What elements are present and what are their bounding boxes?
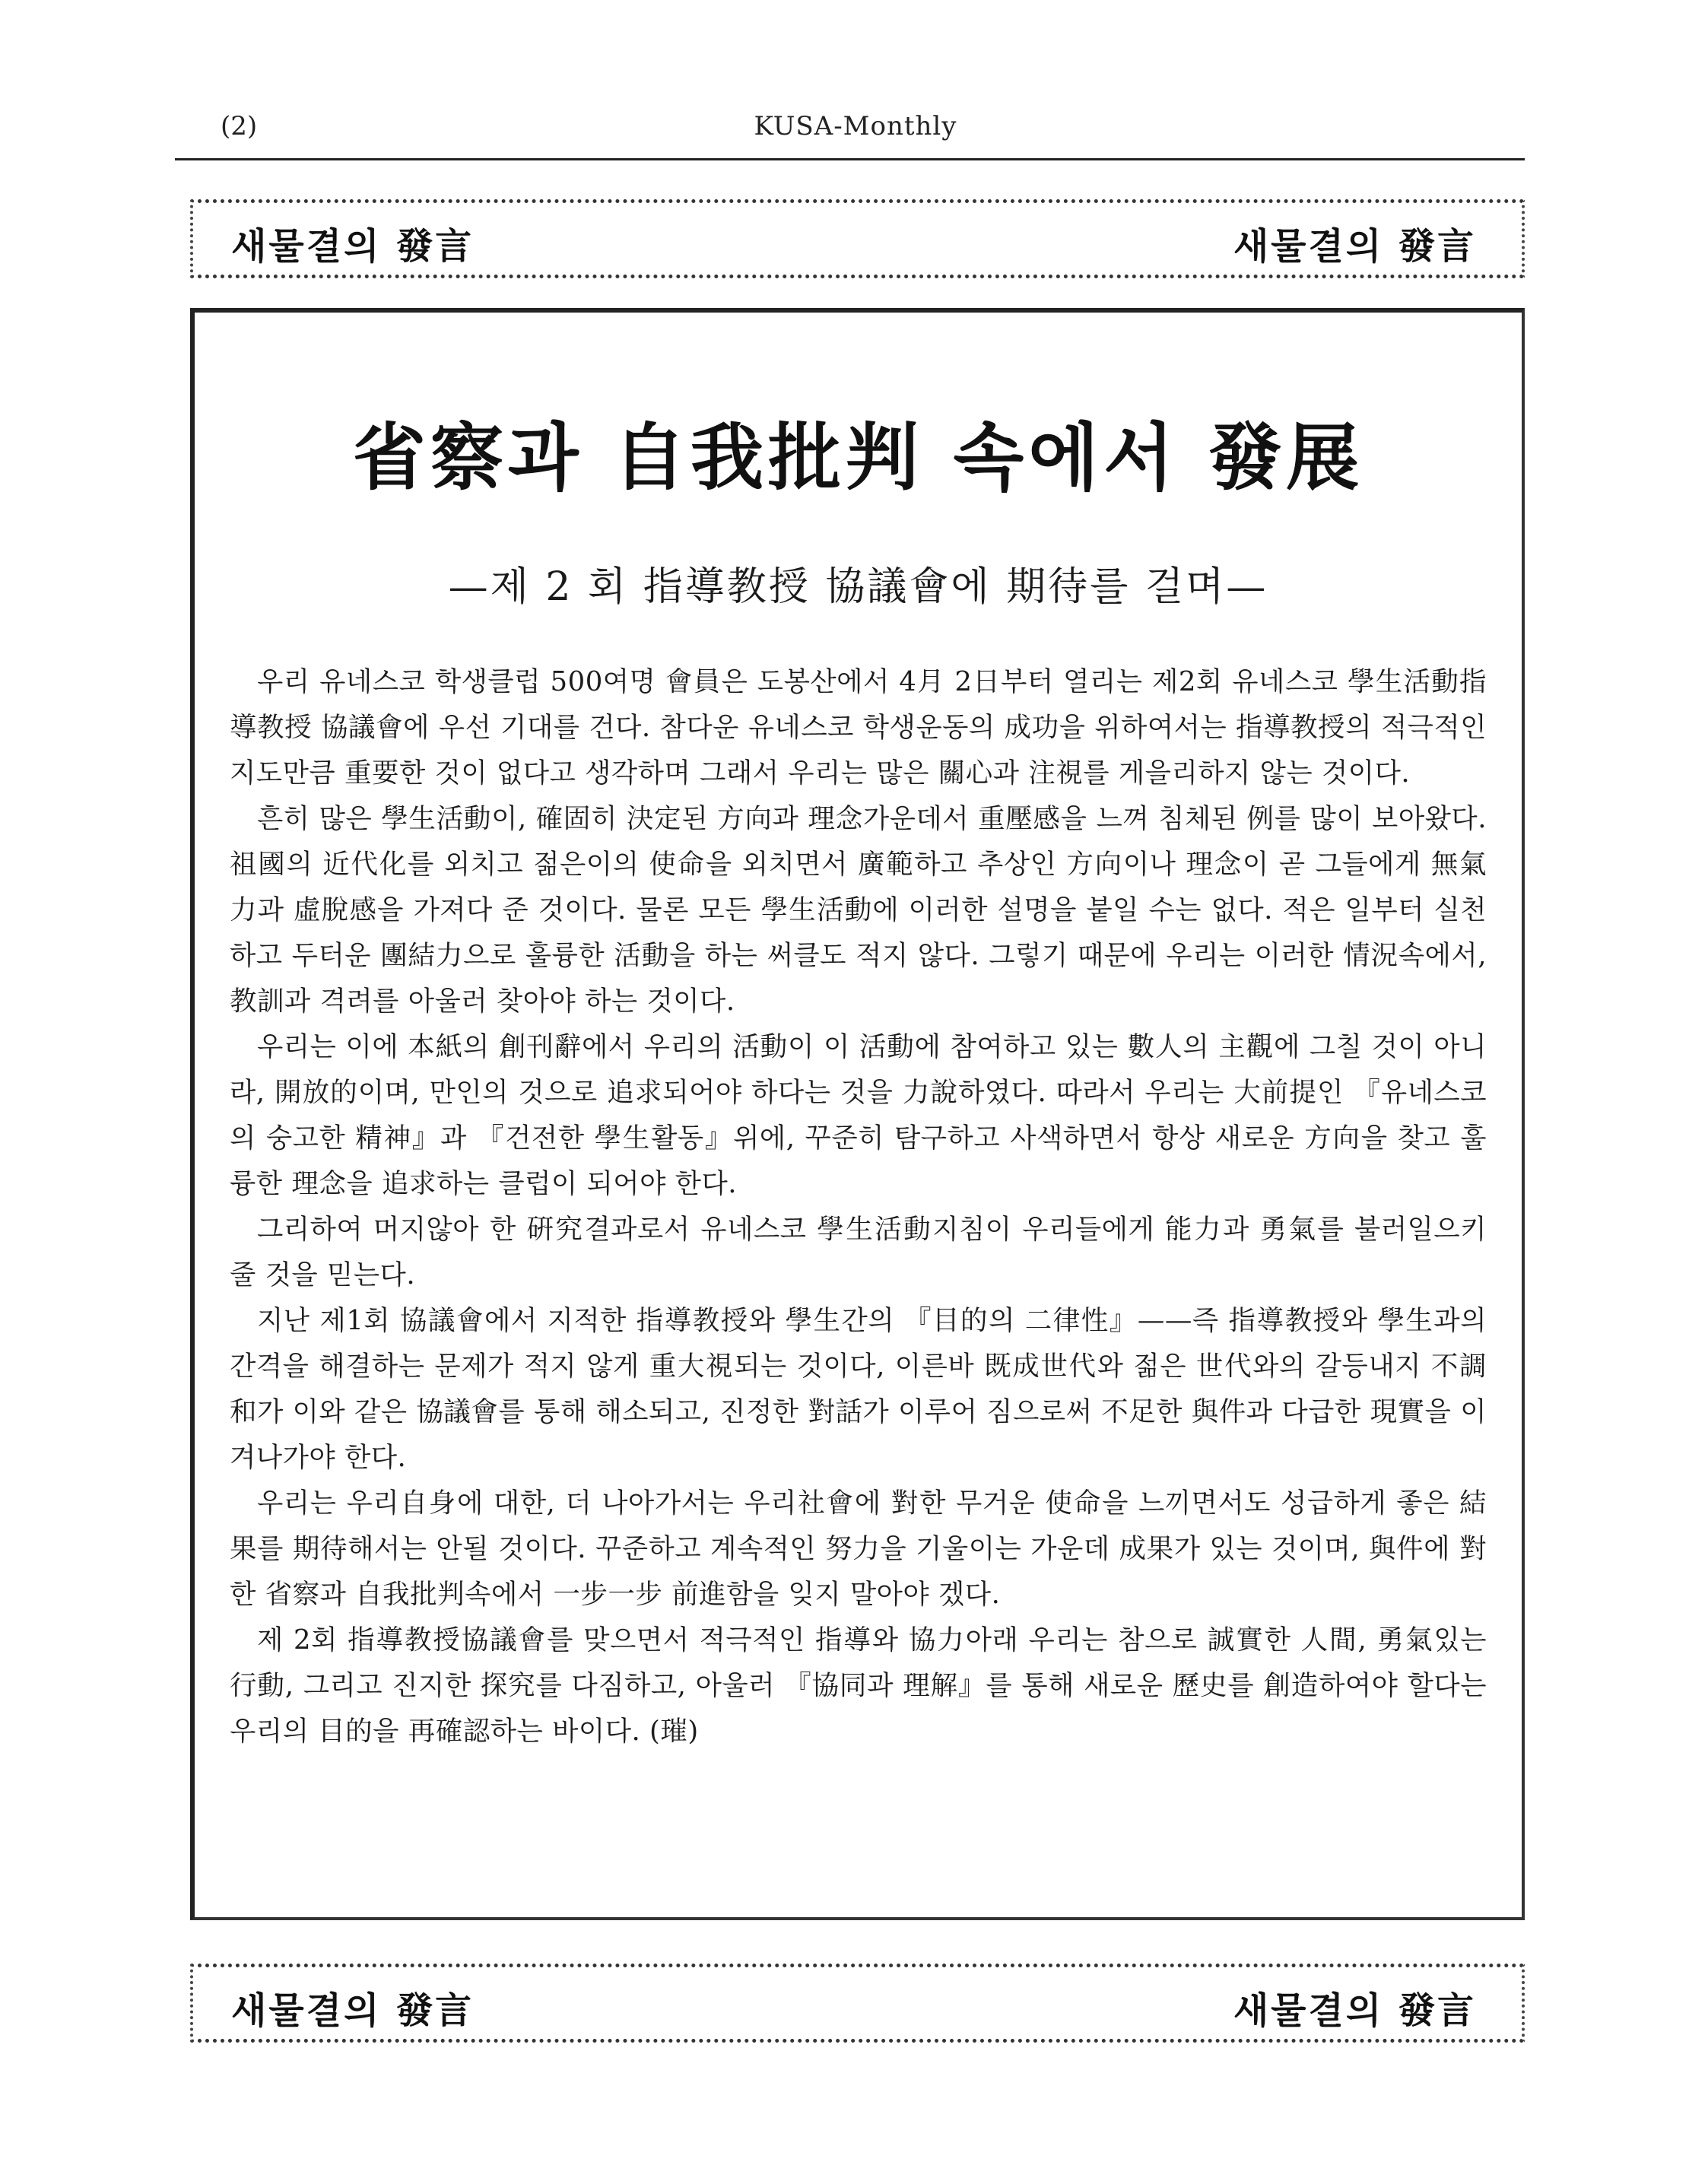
article-paragraph: 우리는 이에 本紙의 創刊辭에서 우리의 活動이 이 活動에 참여하고 있는 數人의 主觀에 그칠 것이 아니라, 開放的이며, 만인의 것으로 追求되어야 하다는 것을 力說하였다. 따라서 우리는 大前提인 『유네스코의 숭고한 精神』과 『건전한 學生활동』위에, 꾸준히 탐구하고 사색하면서 항상 새로운 方向을 찾고 훌륭한 理念을 追求하는 클럽이 되어야 한다.: [230, 1031, 1487, 1199]
article-box: [190, 308, 1525, 1920]
article-subtitle: —제 2 회 指導教授 協議會에 期待를 걸며—: [448, 564, 1268, 610]
banner-top: [190, 199, 1525, 278]
article-paragraph: 제 2회 指導教授協議會를 맞으면서 적극적인 指導와 協力아래 우리는 참으로 誠實한 人間, 勇氣있는 行動, 그리고 진지한 探究를 다짐하고, 아울러 『協同과 理解』를 통해 새로운 歷史를 創造하여야 할다는 우리의 目的을 再確認하는 바이다. (璀): [230, 1624, 1487, 1747]
article-title: 省察과 自我批判 속에서 發展: [352, 414, 1364, 500]
article-paragraph: 우리는 우리自身에 대한, 더 나아가서는 우리社會에 對한 무거운 使命을 느끼면서도 성급하게 좋은 結果를 期待해서는 안될 것이다. 꾸준하고 계속적인 努力을 기울이는 가운데 成果가 있는 것이며, 與件에 對한 省察과 自我批判속에서 一步一步 前進함을 잊지 말아야 겠다.: [230, 1487, 1487, 1610]
banner-top-left-label: 새물결의 發言: [231, 225, 475, 268]
banner-bottom: [190, 1964, 1525, 2043]
article-paragraph: 흔히 많은 學生活動이, 確固히 決定된 方向과 理念가운데서 重壓感을 느껴 침체된 例를 많이 보아왔다. 祖國의 近代化를 외치고 젊은이의 使命을 외치면서 廣範하고 추상인 方向이나 理念이 곧 그들에게 無氣力과 虛脫感을 가져다 준 것이다. 물론 모든 學生活動에 이러한 설명을 붙일 수는 없다. 적은 일부터 실천하고 두터운 團結力으로 훌륭한 活動을 하는 써클도 적지 않다. 그렇기 때문에 우리는 이러한 情況속에서, 教訓과 격려를 아울러 찾아야 하는 것이다.: [230, 803, 1487, 1017]
banner-top-right-label: 새물결의 發言: [1233, 225, 1476, 268]
article-paragraph: 지난 제1회 協議會에서 지적한 指導教授와 學生간의 『目的의 二律性』——즉 指導教授와 學生과의 간격을 해결하는 문제가 적지 않게 重大視되는 것이다, 이른바 既成世代와 젊은 世代와의 갈등내지 不調和가 이와 같은 協議會를 통해 해소되고, 진정한 對話가 이루어 짐으로써 不足한 與件과 다급한 現實을 이겨나가야 한다.: [230, 1305, 1487, 1473]
article-body: [230, 659, 1487, 1754]
article-paragraph: 우리 유네스코 학생클럽 500여명 會員은 도봉산에서 4月 2日부터 열리는 제2회 유네스코 學生活動指導教授 協議會에 우선 기대를 건다. 참다운 유네스코 학생운동의 成功을 위하여서는 指導教授의 적극적인 지도만큼 重要한 것이 없다고 생각하며 그래서 우리는 많은 關心과 注視를 게을리하지 않는 것이다.: [230, 666, 1487, 789]
banner-bottom-right-label: 새물결의 發言: [1233, 1989, 1476, 2032]
running-header: [190, 106, 1521, 149]
header-rule: [175, 158, 1525, 160]
banner-bottom-left-label: 새물결의 發言: [231, 1989, 475, 2032]
page-number: (2): [221, 111, 258, 141]
journal-name: KUSA-Monthly: [754, 111, 957, 141]
article-paragraph: 그리하여 머지않아 한 硏究결과로서 유네스코 學生活動지침이 우리들에게 能力과 勇氣를 불러일으키 줄 것을 믿는다.: [230, 1214, 1487, 1291]
